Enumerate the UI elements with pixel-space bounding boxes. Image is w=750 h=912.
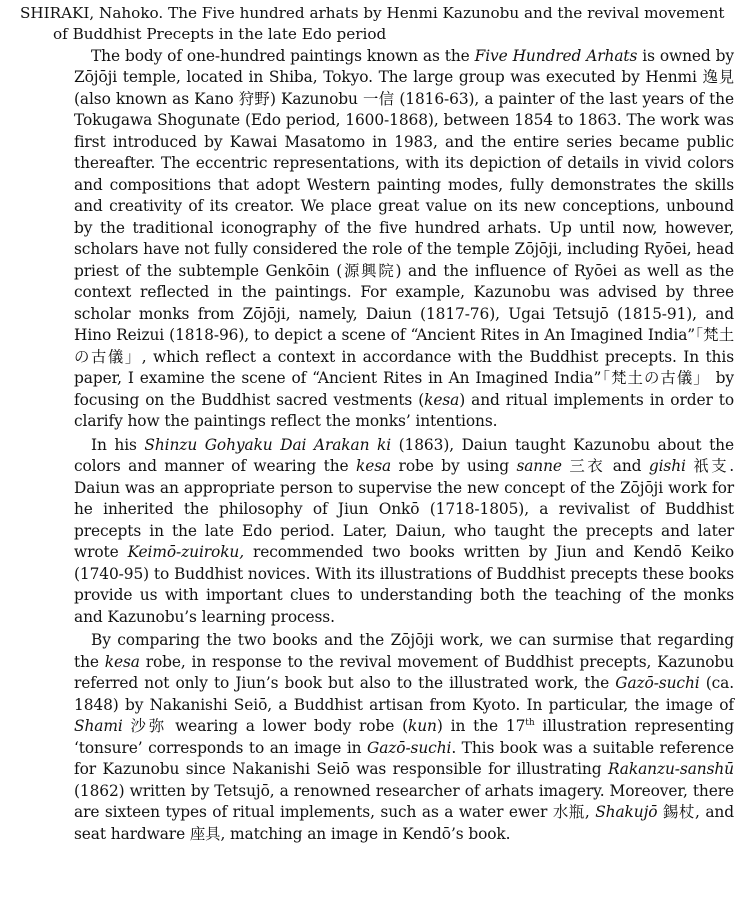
text-run: (1862) written by Tetsujō, a renowned researcher of arhats imagery. Moreover, there are sixteen types of ritual implements, such as a water ewer 水瓶, <box>74 781 734 822</box>
author-name: SHIRAKI, Nahoko. <box>20 4 164 22</box>
italic-term: kesa <box>424 390 460 409</box>
italic-term: Shinzu Gohyaku Dai Arakan ki <box>144 435 392 454</box>
italic-term: Shami <box>74 717 123 736</box>
text-run: robe by using <box>391 457 517 476</box>
italic-term: Gazō-suchi <box>615 674 700 693</box>
text-run: ) in the 17 <box>436 717 526 736</box>
text-run: (ca. 1848) by Nakanishi Seiō, a Buddhist artisan from Kyoto. In particular, the image of <box>74 674 734 714</box>
paragraph-3 <box>74 630 734 845</box>
text-run: recommended two books written by Jiun and Kendō Keiko (1740-95) to Buddhist novices. With its illustrations of Buddhist precepts these books provide us with important clues to understanding both the teaching of the monks and Kazunobu’s learning process. <box>74 543 734 626</box>
text-run: 祇支. Daiun was an appropriate person to supervise the new concept of the Zōjōji work for he inherited the philosophy of Jiun Onkō (1718-1805), a revivalist of Buddhist precepts in the late Edo period. Later, Daiun, who taught the precepts and later wrote <box>74 457 734 562</box>
italic-term: Five Hundred Arhats <box>474 46 638 65</box>
superscript: th <box>525 718 535 729</box>
text-run: illustration representing ‘tonsure’ corresponds to an image in <box>74 717 734 757</box>
italic-term: kesa <box>104 652 140 671</box>
italic-term: sanne <box>516 457 562 476</box>
italic-term: kesa <box>356 457 392 476</box>
text-run: (1863), Daiun taught Kazunobu about the colors and manner of wearing the <box>74 435 734 476</box>
article-title: The Five hundred arhats by Henmi Kazunobu and the revival movement of Buddhist Precepts in the late Edo period <box>53 4 725 44</box>
text-run: 沙弥 wearing a lower body robe ( <box>122 717 408 736</box>
text-run: By comparing the two books and the Zōjōji work, we can surmise that regarding the <box>74 631 734 671</box>
text-run: is owned by Zōjōji temple, located in Shiba, Tokyo. The large group was executed by Henmi 逸見 (also known as Kano 狩野) Kazunobu 一信 (1816-63), a painter of the last years of the Tokugawa Shogunate (Edo period, 1600-1868), between 1854 to 1863. The work was first introduced by Kawai Masatomo in 1983, and the entire series became public thereafter. The eccentric representations, with its depiction of details in vivid colors and compositions that adopt Western painting modes, fully demonstrates the skills and creativity of its creator. We place great value on its new conceptions, unbound by the traditional iconography of the five hundred arhats. Up until now, however, scholars have not fully considered the role of the temple Zōjōji, including Ryōei, head priest of the subtemple Genkōin (源興院) and the influence of Ryōei as well as the context reflected in the paintings. For example, Kazunobu was advised by three scholar monks from Zōjōji, namely, Daiun (1817-76), Ugai Tetsujō (1815-91), and Hino Reizui (1818-96), to depict a scene of “Ancient Rites in An Imagined India”「梵土の古儀」, which reflect a context in accordance with the Buddhist precepts. In this paper, I examine the scene of “Ancient Rites in An Imagined India”「梵土の古儀」 by focusing on the Buddhist sacred vestments ( <box>74 46 734 409</box>
paragraph-2 <box>74 435 734 629</box>
abstract-body <box>74 46 734 846</box>
italic-term: Rakanzu-sanshū <box>607 760 734 779</box>
text-run: The body of one-hundred paintings known as the <box>91 46 475 65</box>
text-run: 三衣 and <box>561 457 649 476</box>
italic-term: gishi <box>648 457 686 476</box>
italic-term: kun <box>408 717 437 736</box>
italic-term: Keimō-zuiroku, <box>127 543 245 562</box>
text-run: In his <box>91 435 145 454</box>
text-run: . This book was a suitable reference for Kazunobu since Nakanishi Seiō was responsible for illustrating <box>74 738 734 779</box>
italic-term: Shakujō <box>595 803 658 822</box>
italic-term: Gazō-suchi <box>367 738 452 757</box>
article-heading <box>20 3 734 46</box>
text-run: ) and ritual implements in order to clarify how the paintings reflect the monks’ intentions. <box>74 390 734 431</box>
text-run: robe, in response to the revival movement of Buddhist precepts, Kazunobu referred not only to Jiun’s book but also to the illustrated work, the <box>74 652 734 693</box>
text-run: 錫杖, and seat hardware 座具, matching an image in Kendō’s book. <box>74 803 734 843</box>
paragraph-1 <box>74 46 734 433</box>
